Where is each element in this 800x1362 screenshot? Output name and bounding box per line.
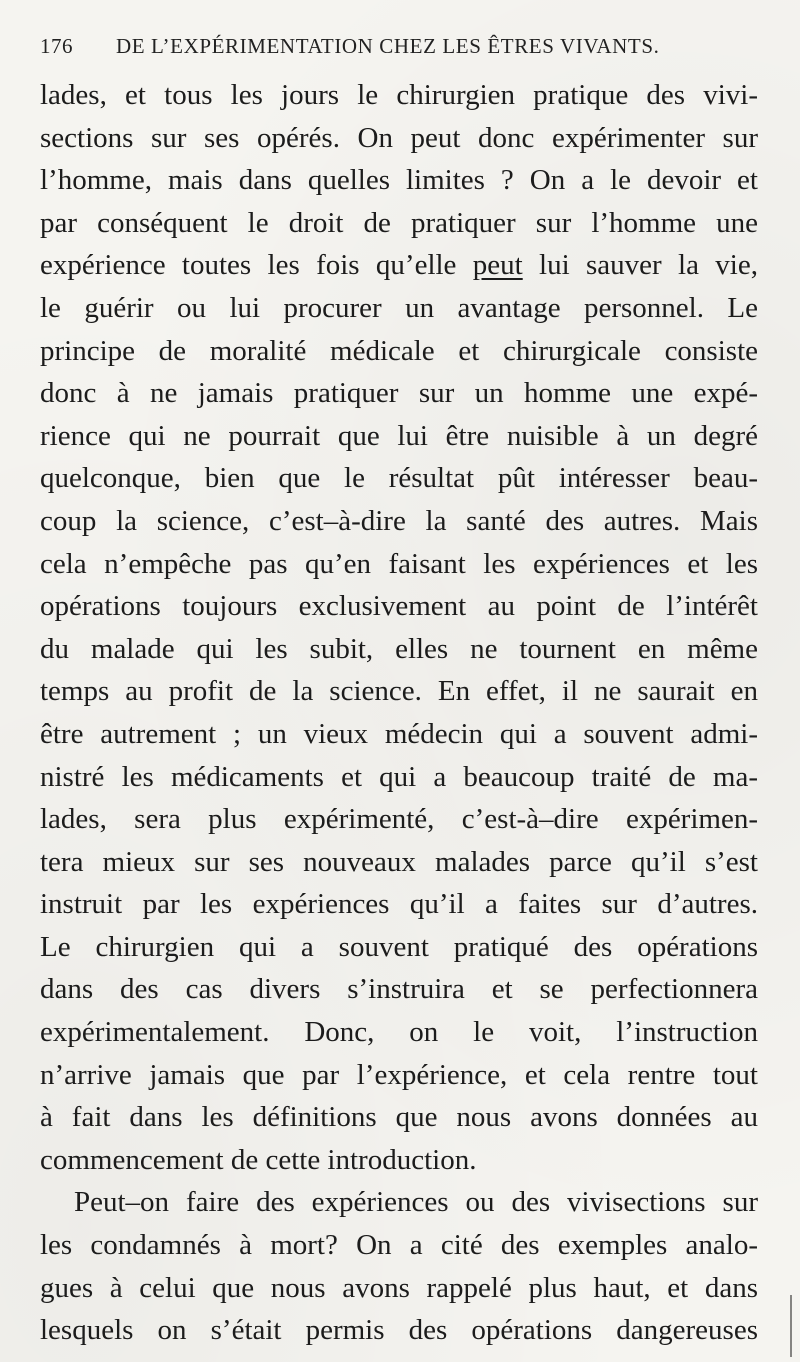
text-line: les condamnés à mort? On a cité des exemples analo-	[40, 1229, 758, 1262]
text-line: nistré les médicaments et qui a beaucoup traité de ma-	[40, 760, 758, 793]
paragraph-end-line: commencement de cette introduction.	[40, 1143, 477, 1176]
text-line: coup la science, c’est–à-dire la santé des autres. Mais	[40, 504, 758, 537]
underlined-word: peut	[472, 249, 523, 282]
text-line: rience qui ne pourrait que lui être nuisible à un degré	[40, 419, 758, 452]
text-line: tera mieux sur ses nouveaux malades parce qu’il s’est	[40, 845, 758, 878]
text-line: quelconque, bien que le résultat pût intéresser beau-	[40, 462, 758, 495]
page-number: 176	[40, 34, 73, 58]
text-line: instruit par les expériences qu’il a faites sur d’autres.	[40, 888, 758, 921]
text-line: donc à ne jamais pratiquer sur un homme une expé-	[40, 377, 758, 410]
text-line: dans des cas divers s’instruira et se perfectionnera	[40, 973, 758, 1006]
text-line: lades, et tous les jours le chirurgien pratique des vivi-	[40, 79, 758, 111]
text-line: Le chirurgien qui a souvent pratiqué des opérations	[40, 930, 758, 963]
text-line: sections sur ses opérés. On peut donc expérimenter sur	[40, 121, 758, 154]
running-title: DE L’EXPÉRIMENTATION CHEZ LES ÊTRES VIVANTS.	[116, 34, 660, 58]
text-line: principe de moralité médicale et chirurgicale consiste	[40, 334, 758, 367]
paragraph-start-line: Peut–on faire des expériences ou des vivisections sur	[74, 1186, 758, 1219]
text-line: du malade qui les subit, elles ne tournent en même	[40, 632, 758, 665]
text-line: lades, sera plus expérimenté, c’est-à–dire expérimen-	[40, 803, 758, 836]
text-line: l’homme, mais dans quelles limites ? On a le devoir et	[40, 164, 758, 197]
text-line: n’arrive jamais que par l’expérience, et cela rentre tout	[40, 1058, 758, 1091]
text-line: par conséquent le droit de pratiquer sur l’homme une	[40, 206, 758, 239]
text-line: le guérir ou lui procurer un avantage personnel. Le	[40, 291, 758, 324]
body-text	[40, 74, 758, 1352]
running-head	[40, 34, 758, 74]
text-line: à fait dans les définitions que nous avons données au	[40, 1101, 758, 1134]
page-edge-mark	[790, 1295, 792, 1357]
text-segment: expérience toutes les fois qu’elle	[40, 249, 473, 282]
text-line: opérations toujours exclusivement au point de l’intérêt	[40, 590, 758, 623]
text-line: expérimentalement. Donc, on le voit, l’instruction	[40, 1016, 758, 1049]
text-line: lesquels on s’était permis des opérations dangereuses	[40, 1314, 758, 1347]
text-line-with-underline	[40, 244, 758, 287]
text-line: temps au profit de la science. En effet, il ne saurait en	[40, 675, 758, 708]
text-line: gues à celui que nous avons rappelé plus haut, et dans	[40, 1271, 758, 1304]
text-line: cela n’empêche pas qu’en faisant les expériences et les	[40, 547, 758, 580]
text-line: être autrement ; un vieux médecin qui a souvent admi-	[40, 717, 758, 750]
text-segment: lui sauver la vie,	[522, 249, 758, 282]
